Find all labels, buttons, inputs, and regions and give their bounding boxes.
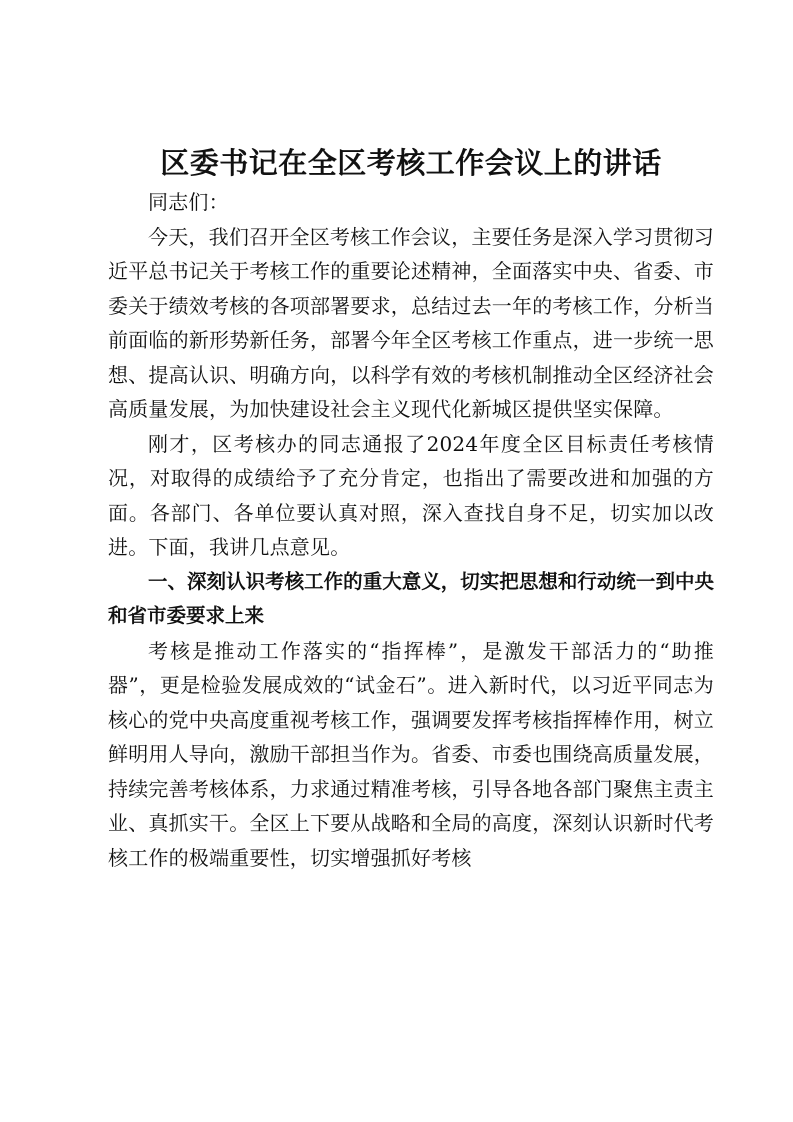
salutation: 同志们： bbox=[148, 190, 229, 214]
paragraph-section-one: 考核是推动工作落实的“指挥棒”，是激发干部活力的“助推器”，更是检验发展成效的“试金石”。进入新时代，以习近平同志为核心的党中央高度重视考核工作，强调要发挥考核指挥棒作用，树立鲜明用人导向，激励干部担当作为。省委、市委也围绕高质量发展，持续完善考核体系，力求通过精准考核，引导各地各部门聚焦主责主业、真抓实干。全区上下要从战略和全局的高度，深刻认识新时代考核工作的极端重要性，切实增强抓好考核 bbox=[108, 638, 714, 870]
document-title: 区委书记在全区考核工作会议上的讲话 bbox=[160, 146, 662, 180]
document-body bbox=[108, 143, 714, 875]
section-heading: 一、深刻认识考核工作的重大意义，切实把思想和行动统一到中央和省市委要求上来 bbox=[108, 569, 714, 627]
paragraph-opening: 今天，我们召开全区考核工作会议，主要任务是深入学习贯彻习近平总书记关于考核工作的重要论述精神，全面落实中央、省委、市委关于绩效考核的各项部署要求，总结过去一年的考核工作，分析当前面临的新形势新任务，部署今年全区考核工作重点，进一步统一思想、提高认识、明确方向，以科学有效的考核机制推动全区经济社会高质量发展，为加快建设社会主义现代化新城区提供坚实保障。 bbox=[108, 224, 714, 421]
paragraph-briefing: 刚才，区考核办的同志通报了2024年度全区目标责任考核情况，对取得的成绩给予了充分肯定，也指出了需要改进和加强的方面。各部门、各单位要认真对照，深入查找自身不足，切实加以改进。下面，我讲几点意见。 bbox=[108, 431, 714, 559]
